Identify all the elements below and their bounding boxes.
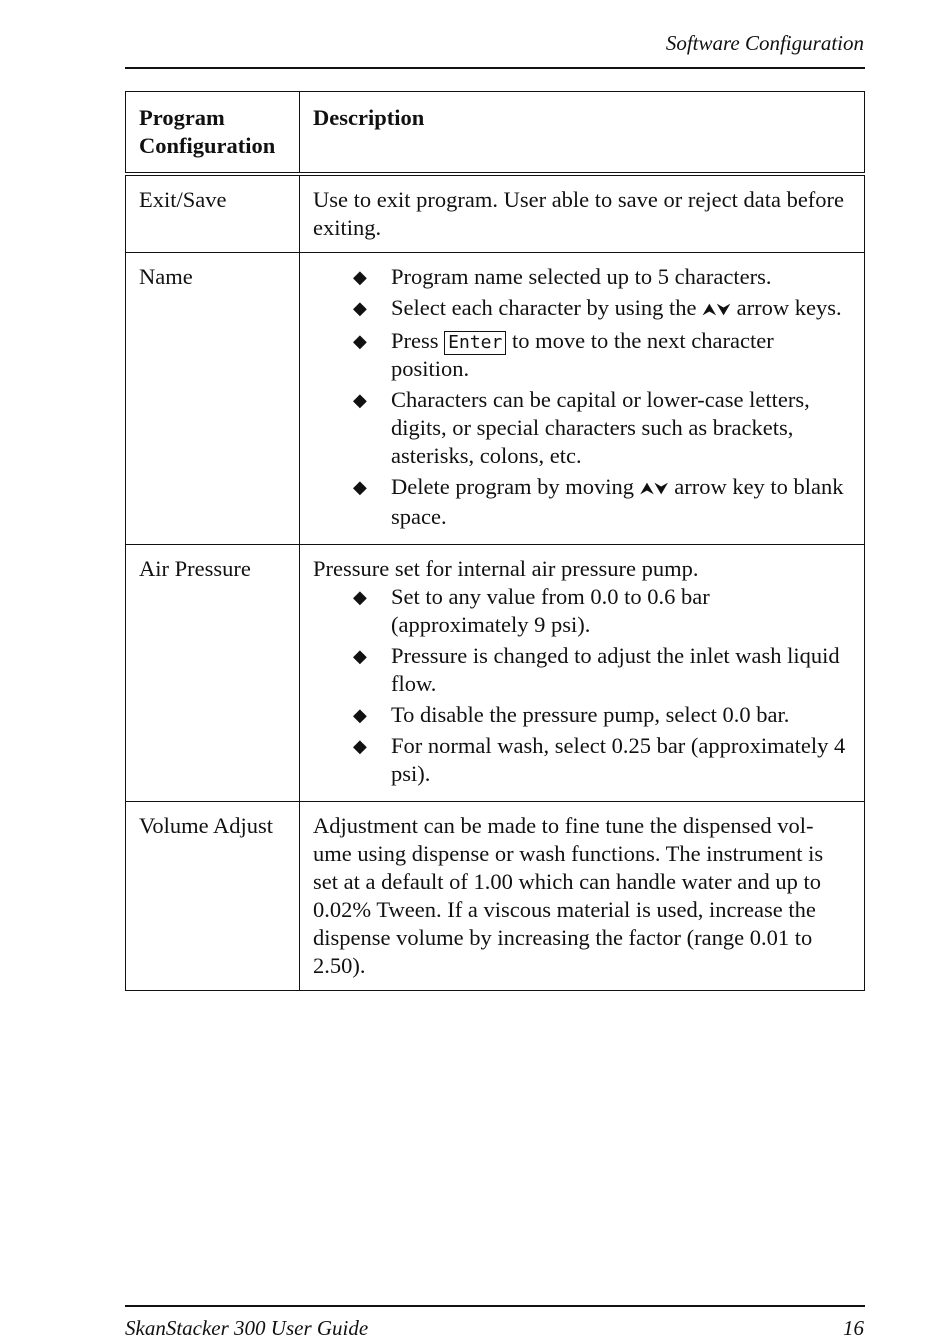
footer-guide-title: SkanStacker 300 User Guide xyxy=(125,1316,369,1340)
bullet-text: For normal wash, select 0.25 bar (approximately 4 psi). xyxy=(391,733,846,786)
bullet-list xyxy=(313,263,852,531)
row-description: Use to exit program. User able to save or reject data before exiting. xyxy=(300,174,865,253)
list-item xyxy=(313,732,852,788)
bullet-text: Program name selected up to 5 characters. xyxy=(391,264,772,289)
description-intro: Pressure set for internal air pressure pump. xyxy=(313,556,699,581)
table-row-volume-adjust xyxy=(126,802,865,991)
up-down-arrow-icon: ⮝⮟ xyxy=(639,479,669,499)
bullet-text: to move to the next character position. xyxy=(391,328,774,381)
list-item xyxy=(313,263,852,291)
table-row-name xyxy=(126,253,865,545)
diamond-bullet-icon: ◆ xyxy=(353,646,367,666)
diamond-bullet-icon: ◆ xyxy=(353,705,367,725)
bullet-text: arrow keys. xyxy=(736,295,842,320)
row-description xyxy=(300,253,865,545)
list-item xyxy=(313,642,852,698)
table-row-air-pressure xyxy=(126,545,865,802)
bullet-list xyxy=(313,583,852,788)
list-item xyxy=(313,473,852,531)
up-down-arrow-icon: ⮝⮟ xyxy=(702,300,732,320)
table-header-row xyxy=(126,92,865,175)
table-row-exit-save xyxy=(126,174,865,253)
bullet-text: Delete program by moving xyxy=(391,474,635,499)
list-item xyxy=(313,327,852,383)
list-item xyxy=(313,583,852,639)
diamond-bullet-icon: ◆ xyxy=(353,587,367,607)
list-item xyxy=(313,294,852,324)
diamond-bullet-icon: ◆ xyxy=(353,736,367,756)
row-label: Name xyxy=(126,253,300,545)
bullet-text: Characters can be capital or lower-case letters, digits, or special characters such as brackets, asterisks, colons, etc. xyxy=(391,387,810,468)
diamond-bullet-icon: ◆ xyxy=(353,331,367,351)
diamond-bullet-icon: ◆ xyxy=(353,267,367,287)
configuration-table xyxy=(125,91,865,991)
diamond-bullet-icon: ◆ xyxy=(353,390,367,410)
running-header: Software Configuration xyxy=(665,31,864,55)
diamond-bullet-icon: ◆ xyxy=(353,477,367,497)
bullet-text: Press xyxy=(391,328,439,353)
bullet-text: arrow key to blank space. xyxy=(391,474,844,529)
diamond-bullet-icon: ◆ xyxy=(353,298,367,318)
row-label: Air Pressure xyxy=(126,545,300,802)
page-number: 16 xyxy=(843,1316,864,1340)
column-header-program-configuration: Program Configuration xyxy=(126,92,300,175)
header-rule xyxy=(125,67,865,69)
row-label: Volume Adjust xyxy=(126,802,300,991)
bullet-text: Select each character by using the xyxy=(391,295,697,320)
list-item xyxy=(313,701,852,729)
footer-rule xyxy=(125,1305,865,1307)
row-description xyxy=(300,545,865,802)
bullet-text: Pressure is changed to adjust the inlet wash liquid flow. xyxy=(391,643,840,696)
bullet-text: To disable the pressure pump, select 0.0 bar. xyxy=(391,702,790,727)
column-header-description: Description xyxy=(300,92,865,175)
row-label: Exit/Save xyxy=(126,174,300,253)
enter-key-label: Enter xyxy=(444,331,506,355)
bullet-text: Set to any value from 0.0 to 0.6 bar (approximately 9 psi). xyxy=(391,584,710,637)
list-item xyxy=(313,386,852,470)
row-description: Adjustment can be made to fine tune the dispensed vol-ume using dispense or wash functions. The instrument is set at a default of 1.00 which can handle water and up to 0.02% Tween. If a viscous material is used, increase the dispense volume by increasing the factor (range 0.01 to 2.50). xyxy=(300,802,865,991)
